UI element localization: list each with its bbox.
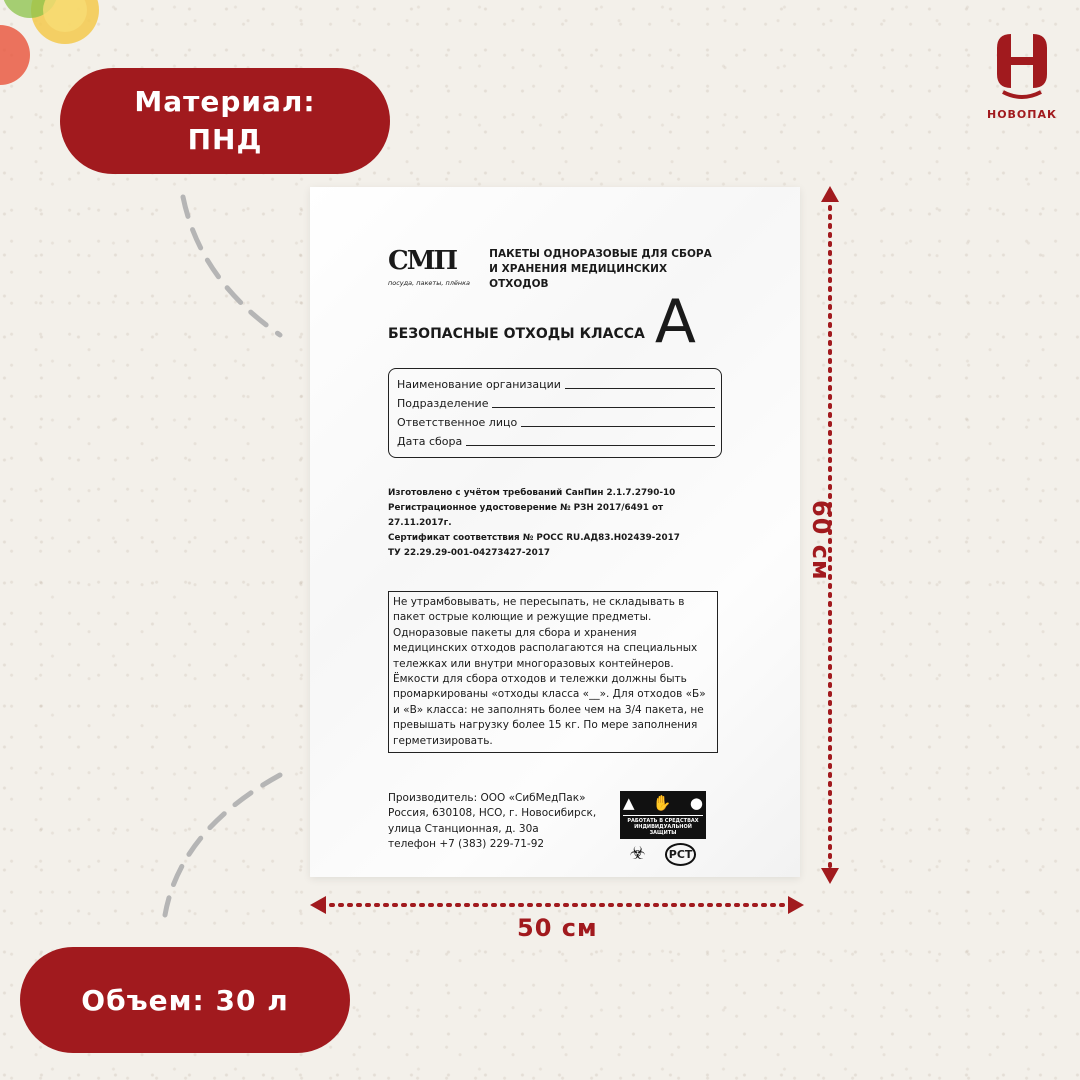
form-label: Ответственное лицо [397,416,518,429]
form-line [466,432,715,446]
ppe-sign [620,791,706,839]
form-label: Наименование организации [397,378,561,391]
ppe-label-line-1: РАБОТАТЬ В СРЕДСТВАХ [627,818,699,825]
bag-brand-mark: СМП [388,246,457,276]
volume-badge [20,947,350,1053]
logo-text: НОВОПАК [986,108,1057,121]
form-label: Подразделение [397,397,489,410]
material-value: ПНД [187,123,263,156]
gown-icon: ● [689,794,703,813]
form-row [397,413,715,432]
form-line [492,394,715,408]
form-line [521,413,715,427]
bag-title-line-2: И ХРАНЕНИЯ МЕДИЦИНСКИХ ОТХОДОВ [489,263,668,290]
warning-text: Не утрамбовывать, не пересыпать, не складывать в пакет острые колющие и режущие предметы. Одноразовые пакеты для сбора и хранения медицинских отходов располагаются на специальных тележках или внутри многоразовых контейнеров. Ёмкости для сбора отходов и тележки должны быть промаркированы «отходы класса «__». Для отходов «Б» и «В» класса: не заполнять более чем на 3/4 пакета, не превышать нагрузку более 15 кг. По мере заполнения герметизировать. [388,591,718,753]
form-row [397,394,715,413]
waste-bag [310,187,800,877]
maker-line: телефон +7 (383) 229-71-92 [388,838,545,851]
height-dimension: 60 см [807,500,835,581]
bag-brand-subtitle: посуда, пакеты, плёнка [388,279,471,287]
volume-text: Объем: 30 л [81,983,289,1017]
maker-line: Производитель: ООО «СибМедПак» [388,792,586,805]
bag-brand-logo [388,247,483,287]
certification-mark-icon: РСТ [665,843,697,866]
cert-line: Сертификат соответствия № РОСС RU.АД83.Н02439-2017 [388,533,680,543]
boot-icon: ▲ [623,794,635,813]
waste-class-text: БЕЗОПАСНЫЕ ОТХОДЫ КЛАССА [388,326,645,342]
certification-block [388,486,728,561]
cert-line: Изготовлено с учётом требований СанПин 2.1.7.2790-10 [388,488,676,498]
biohazard-icon: ☣ [629,843,646,865]
material-label: Материал: [134,85,316,118]
bag-title-line-1: ПАКЕТЫ ОДНОРАЗОВЫЕ ДЛЯ СБОРА [489,248,712,260]
manufacturer-info [388,791,616,866]
cert-line: ТУ 22.29.29-001-04273427-2017 [388,548,551,558]
glove-icon: ✋ [652,794,672,813]
form-label: Дата сбора [397,435,463,448]
form-row [397,375,715,394]
maker-line: Россия, 630108, НСО, г. Новосибирск, [388,807,597,820]
width-dimension: 50 см [517,914,598,942]
form-line [565,375,715,389]
maker-line: улица Станционная, д. 30а [388,822,539,835]
ppe-label-line-2: ИНДИВИДУАЛЬНОЙ ЗАЩИТЫ [634,824,692,837]
label-form [388,368,722,458]
cert-line: Регистрационное удостоверение № РЗН 2017/6491 от 27.11.2017г. [388,503,664,528]
waste-class-letter: А [654,287,696,357]
form-row [397,432,715,451]
